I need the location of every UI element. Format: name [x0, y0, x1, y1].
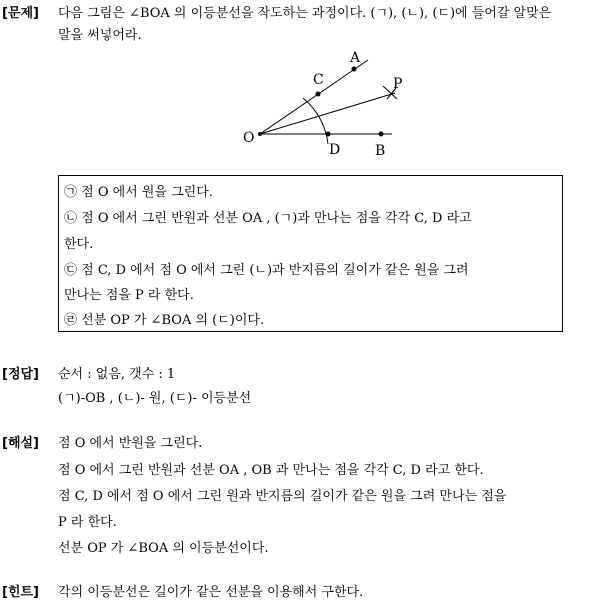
step-3: ㉢ 점 C, D 에서 점 O 에서 그린 (ㄴ)과 반지름의 길이가 같은 원을 그려 — [64, 263, 469, 278]
ray-oa — [260, 60, 368, 134]
p-arc-1 — [383, 86, 397, 99]
explanation-line-2: 점 O 에서 그린 반원과 선분 OA , OB 과 만나는 점을 각각 C, D 라고 한다. — [58, 463, 484, 478]
step-3-cont: 만나는 점을 P 라 한다. — [64, 288, 194, 303]
answer-line-2: (ㄱ)-OB , (ㄴ)- 원, (ㄷ)- 이등분선 — [58, 391, 252, 406]
point-d — [326, 132, 331, 137]
construction-steps-box — [58, 175, 563, 332]
explanation-line-4: P 라 한다. — [58, 515, 117, 530]
problem-line-2: 말을 써넣어라. — [58, 28, 142, 43]
answer-tag: [정답] — [2, 367, 39, 382]
ray-op — [260, 93, 395, 134]
step-4: ㉣ 선분 OP 가 ∠BOA 의 (ㄷ)이다. — [64, 313, 265, 328]
point-c — [316, 92, 321, 97]
hint-line-1: 각의 이등분선은 길이가 같은 선분을 이용해서 구한다. — [58, 585, 364, 600]
hint-tag: [힌트] — [2, 585, 39, 600]
label-p: P — [393, 76, 403, 92]
label-a: A — [350, 50, 361, 66]
label-d: D — [329, 142, 341, 158]
problem-line-1: 다음 그림은 ∠BOA 의 이등분선을 작도하는 과정이다. (ㄱ), (ㄴ), (ㄷ)에 들어갈 알맞은 — [58, 6, 552, 21]
answer-line-1: 순서 : 없음, 갯수 : 1 — [58, 367, 176, 382]
problem-tag: [문제] — [2, 6, 39, 21]
label-o: O — [243, 130, 255, 146]
explanation-line-3: 점 C, D 에서 점 O 에서 그린 원과 반지름의 길이가 같은 원을 그려 만나는 점을 — [58, 489, 507, 504]
label-c: C — [313, 72, 324, 88]
explanation-tag: [해설] — [2, 436, 39, 451]
point-b — [379, 132, 384, 137]
explanation-line-5: 선분 OP 가 ∠BOA 의 이등분선이다. — [58, 541, 269, 556]
step-2: ㉡ 점 O 에서 그린 반원과 선분 OA , (ㄱ)과 만나는 점을 각각 C, D 라고 — [64, 211, 472, 226]
point-o — [258, 132, 262, 136]
label-b: B — [375, 143, 386, 159]
construction-arc — [303, 98, 328, 144]
p-arc-2 — [387, 88, 396, 99]
step-2-cont: 한다. — [64, 237, 94, 252]
step-1: ㉠ 점 O 에서 원을 그린다. — [64, 185, 213, 200]
point-a — [352, 67, 357, 72]
explanation-line-1: 점 O 에서 반원을 그린다. — [58, 436, 203, 451]
